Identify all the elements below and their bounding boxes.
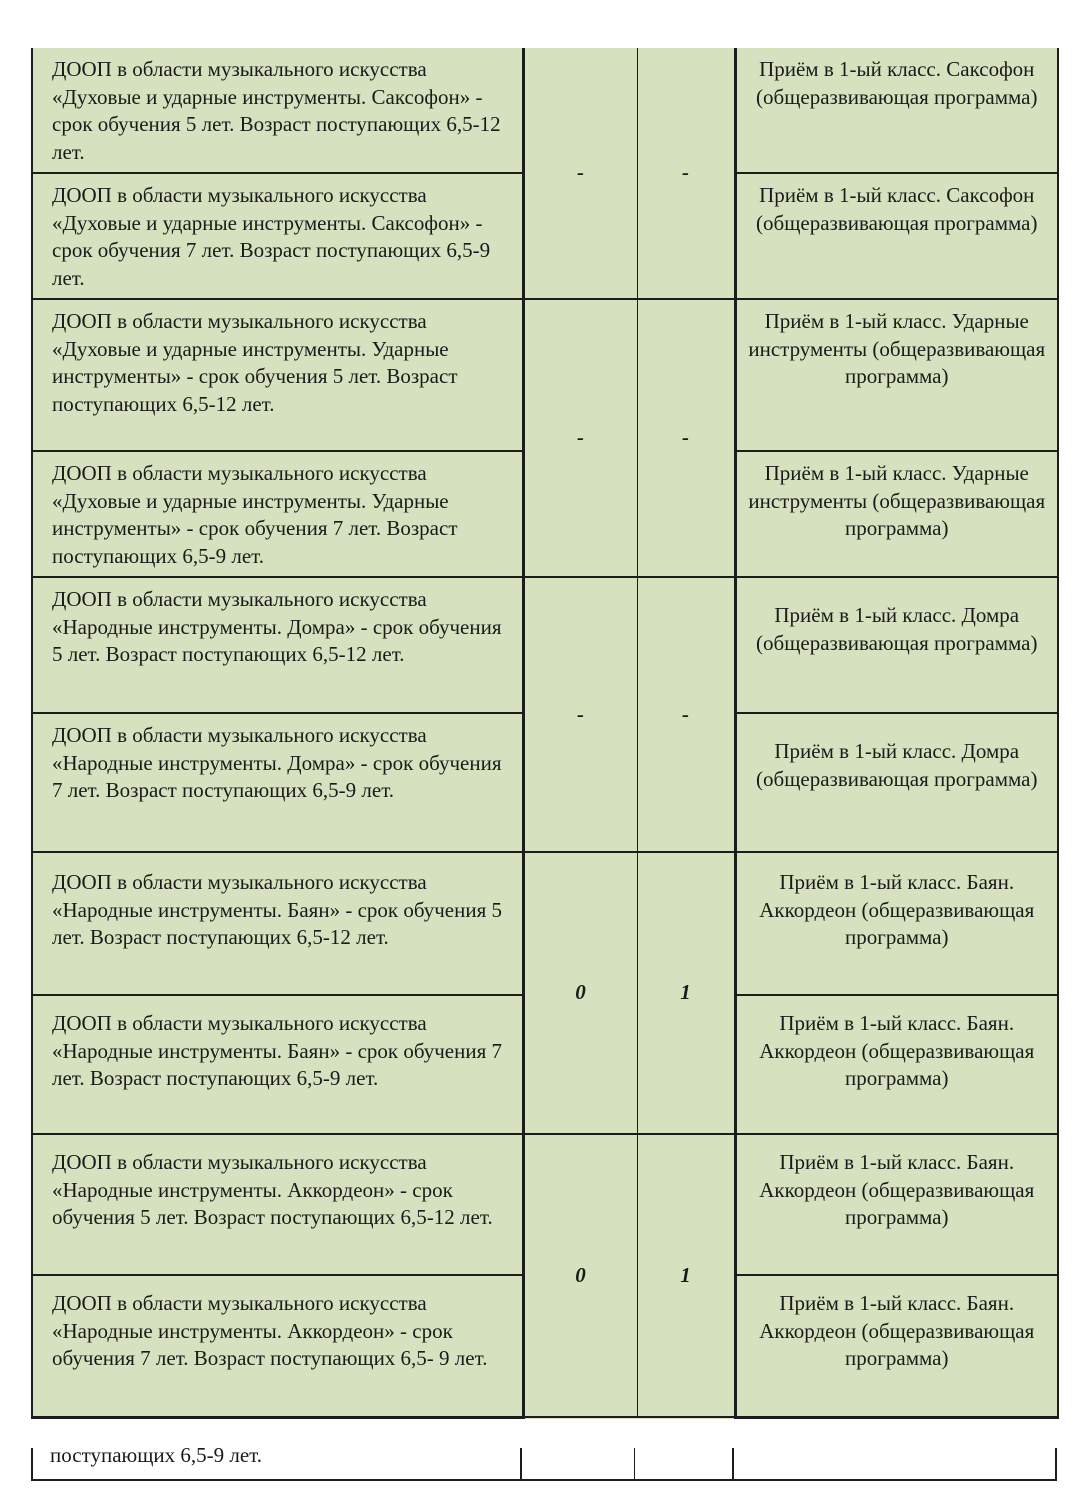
table-row (32, 299, 1058, 451)
table-border (732, 1448, 734, 1479)
table-border (1055, 1448, 1057, 1479)
program-description-cell: ДООП в области музыкального искусства «Народные инструменты. Аккордеон» - срок обучения 7 лет. Возраст поступающих 6,5- 9 лет. (32, 1275, 523, 1417)
admission-cell: Приём в 1-ый класс. Домра (общеразвивающая программа) (735, 577, 1058, 713)
admission-cell: Приём в 1-ый класс. Саксофон (общеразвивающая программа) (735, 173, 1058, 299)
table-row (32, 48, 1058, 173)
table-row (32, 1134, 1058, 1275)
table-row (32, 852, 1058, 995)
paid-places-cell: - (637, 48, 735, 299)
admission-cell: Приём в 1-ый класс. Саксофон (общеразвивающая программа) (735, 48, 1058, 173)
program-description-cell: ДООП в области музыкального искусства «Народные инструменты. Домра» - срок обучения 7 лет. Возраст поступающих 6,5-9 лет. (32, 713, 523, 852)
paid-places-cell: 1 (637, 852, 735, 1134)
admission-cell: Приём в 1-ый класс. Ударные инструменты (общеразвивающая программа) (735, 299, 1058, 451)
program-description-cell: ДООП в области музыкального искусства «Народные инструменты. Баян» - срок обучения 7 лет. Возраст поступающих 6,5-9 лет. (32, 995, 523, 1134)
table-row (32, 577, 1058, 713)
table-border (31, 1448, 33, 1479)
admission-cell: Приём в 1-ый класс. Баян. Аккордеон (общеразвивающая программа) (735, 852, 1058, 995)
table-border (634, 1448, 635, 1479)
budget-places-cell: 0 (523, 852, 637, 1134)
budget-places-cell: - (523, 48, 637, 299)
table-border (520, 1448, 522, 1479)
paid-places-cell: - (637, 577, 735, 852)
program-description-cell: ДООП в области музыкального искусства «Народные инструменты. Домра» - срок обучения 5 лет. Возраст поступающих 6,5-12 лет. (32, 577, 523, 713)
admission-cell: Приём в 1-ый класс. Баян. Аккордеон (общеразвивающая программа) (735, 1134, 1058, 1275)
paid-places-cell: - (637, 299, 735, 577)
program-description-cell: ДООП в области музыкального искусства «Духовые и ударные инструменты. Ударные инструменты» - срок обучения 7 лет. Возраст поступающих 6,5-9 лет. (32, 451, 523, 577)
budget-places-cell: 0 (523, 1134, 637, 1417)
program-description-cell: ДООП в области музыкального искусства «Духовые и ударные инструменты. Ударные инструменты» - срок обучения 5 лет. Возраст поступающих 6,5-12 лет. (32, 299, 523, 451)
program-description-cell: ДООП в области музыкального искусства «Духовые и ударные инструменты. Саксофон» - срок обучения 7 лет. Возраст поступающих 6,5-9 лет. (32, 173, 523, 299)
program-description-cell: ДООП в области музыкального искусства «Народные инструменты. Баян» - срок обучения 5 лет. Возраст поступающих 6,5-12 лет. (32, 852, 523, 995)
admission-cell: Приём в 1-ый класс. Домра (общеразвивающая программа) (735, 713, 1058, 852)
budget-places-cell: - (523, 299, 637, 577)
paid-places-cell: 1 (637, 1134, 735, 1417)
program-description-cell: ДООП в области музыкального искусства «Духовые и ударные инструменты. Саксофон» - срок обучения 5 лет. Возраст поступающих 6,5-12 лет. (32, 48, 523, 173)
admission-cell: Приём в 1-ый класс. Ударные инструменты (общеразвивающая программа) (735, 451, 1058, 577)
program-description-cell: ДООП в области музыкального искусства «Народные инструменты. Аккордеон» - срок обучения 5 лет. Возраст поступающих 6,5-12 лет. (32, 1134, 523, 1275)
admission-cell: Приём в 1-ый класс. Баян. Аккордеон (общеразвивающая программа) (735, 995, 1058, 1134)
admission-cell: Приём в 1-ый класс. Баян. Аккордеон (общеразвивающая программа) (735, 1275, 1058, 1417)
table-continuation-fragment (31, 1448, 1057, 1481)
budget-places-cell: - (523, 577, 637, 852)
fragment-text: поступающих 6,5-9 лет. (50, 1448, 263, 1467)
admission-table (31, 48, 1059, 1419)
